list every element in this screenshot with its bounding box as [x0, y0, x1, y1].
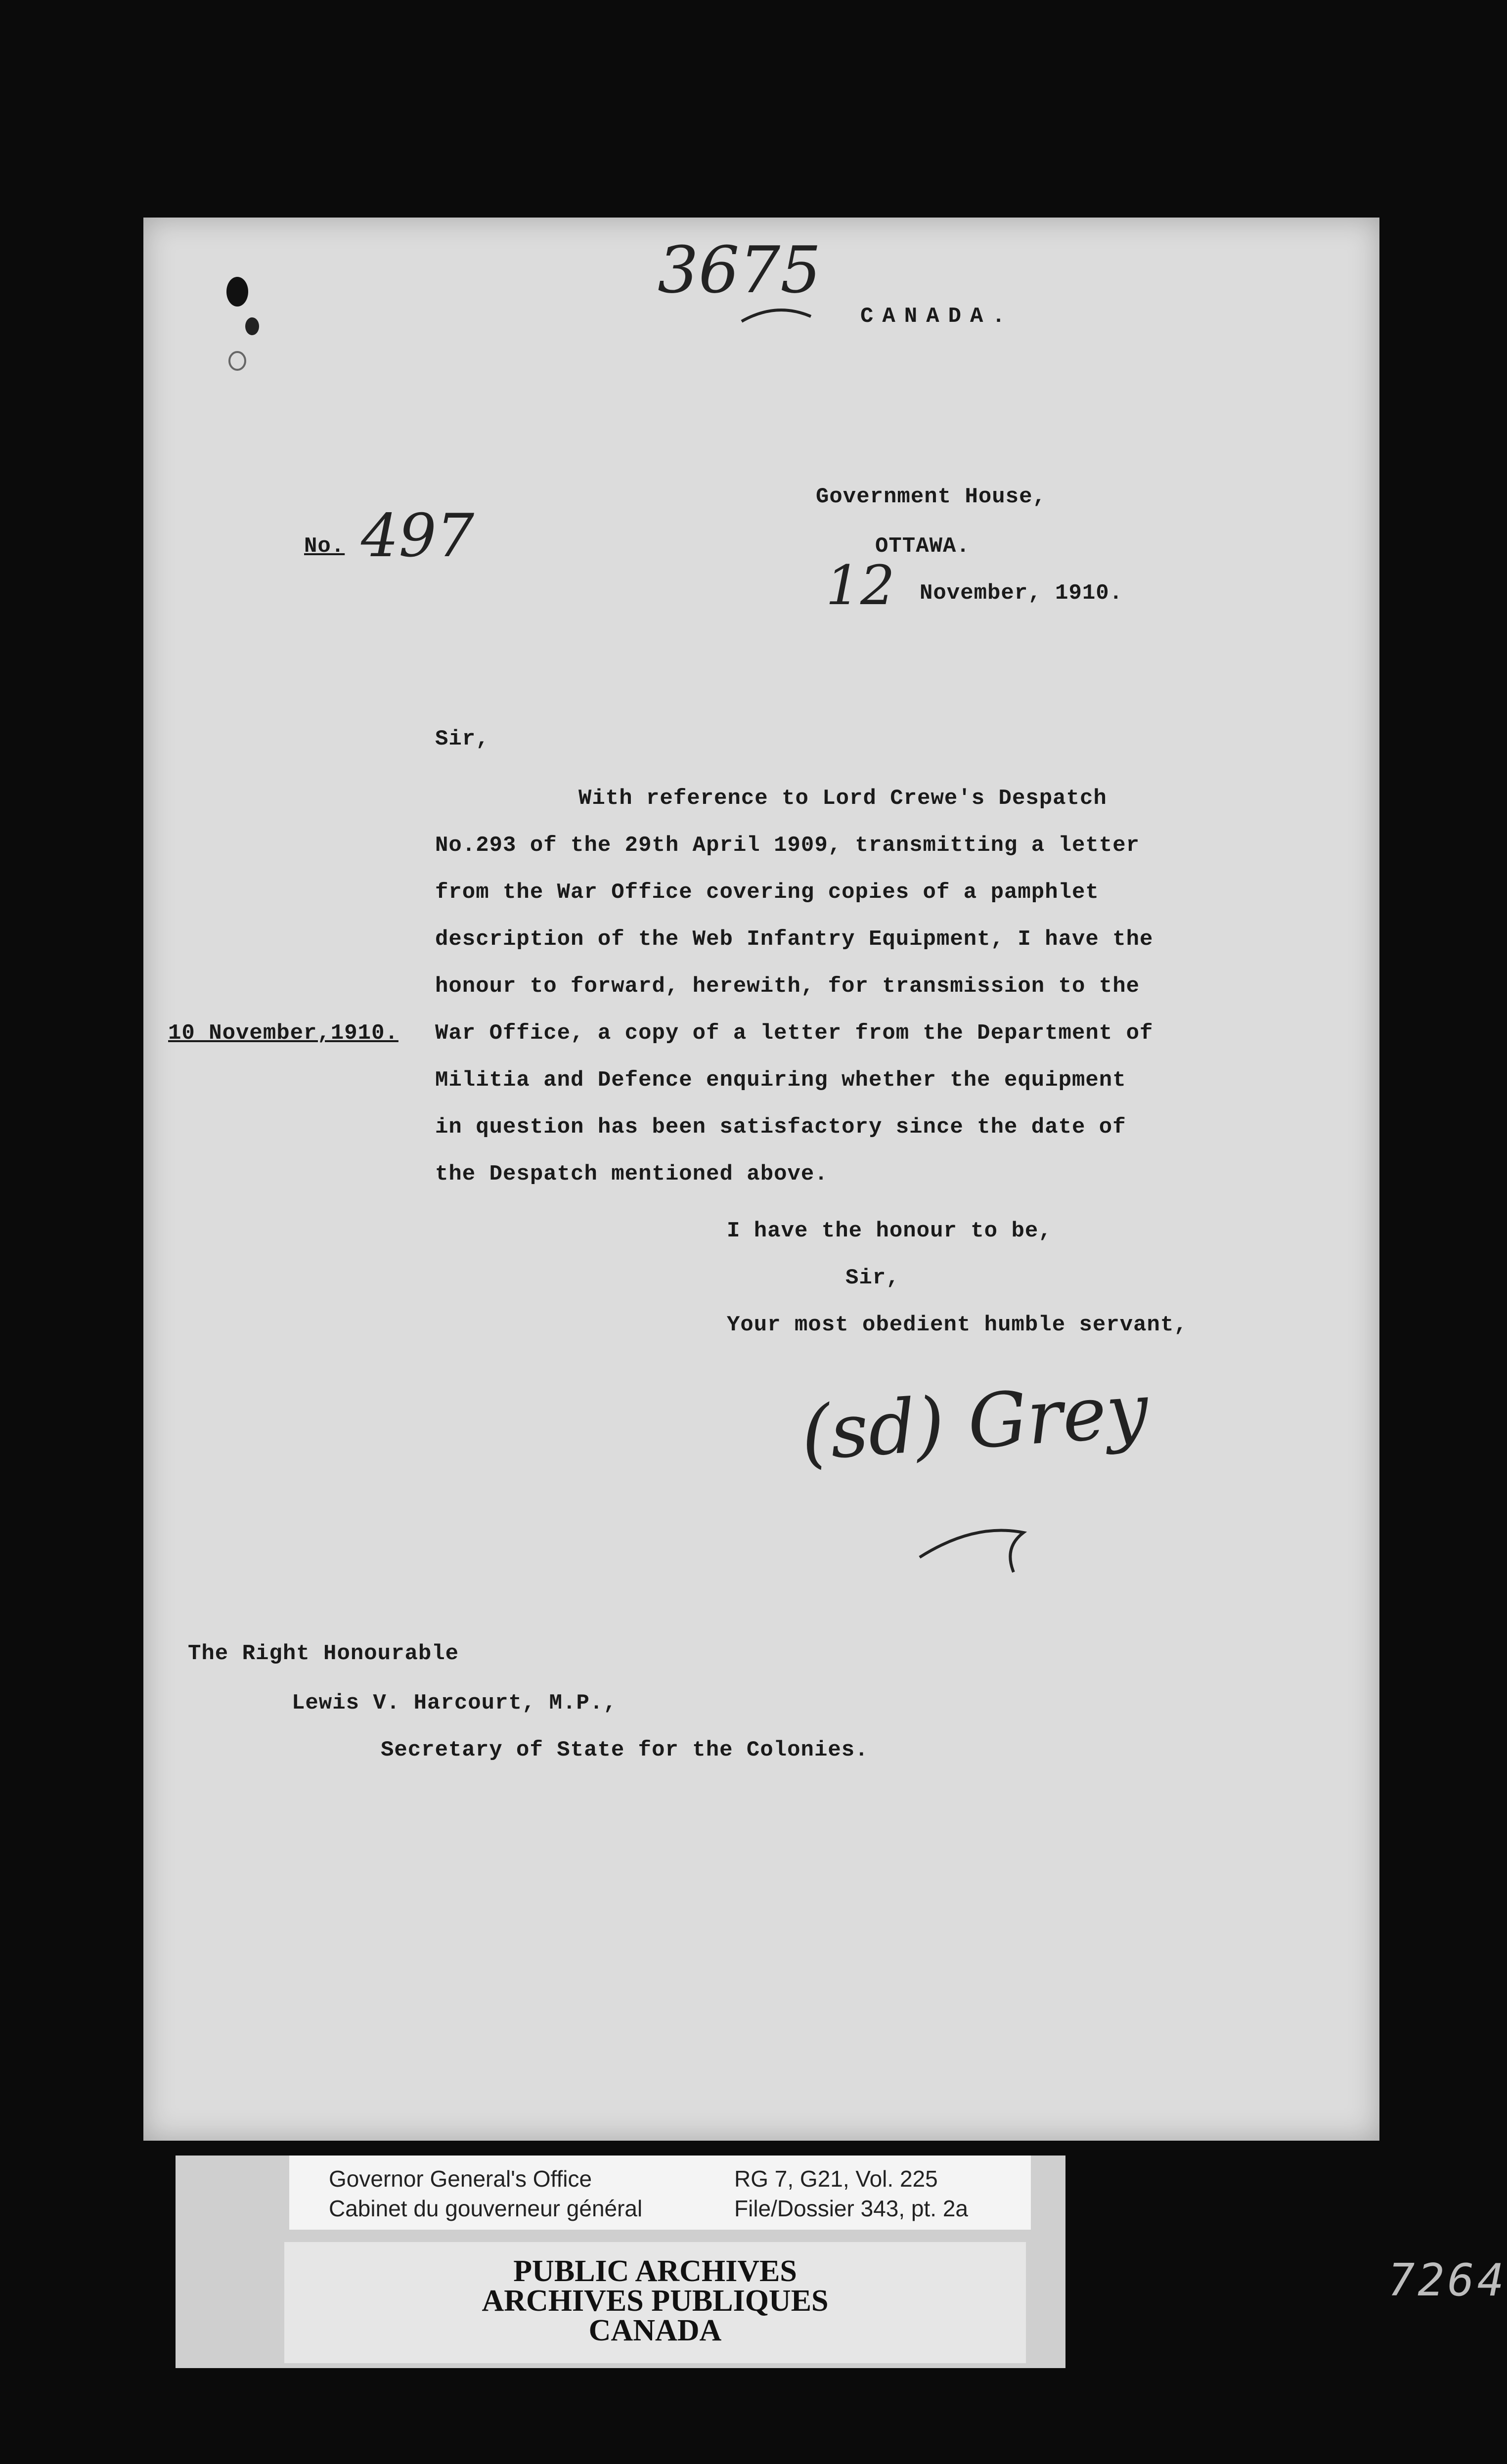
body-line-7: Militia and Defence enquiring whether the equipment: [435, 1068, 1126, 1093]
office-name-en: Governor General's Office: [329, 2166, 592, 2192]
body-line-1: With reference to Lord Crewe's Despatch: [578, 786, 1107, 811]
signature: (sd) Grey: [798, 1367, 1151, 1478]
body-line-3: from the War Office covering copies of a pamphlet: [435, 880, 1099, 905]
salutation: Sir,: [435, 727, 489, 751]
body-line-2: No.293 of the 29th April 1909, transmitting a letter: [435, 833, 1140, 858]
address-line-2: OTTAWA.: [875, 534, 970, 559]
body-line-6: War Office, a copy of a letter from the Department of: [435, 1021, 1153, 1046]
closing-line-2: Sir,: [845, 1266, 900, 1290]
letter-page: [143, 218, 1379, 2141]
archive-stamp-line-2: ARCHIVES PUBLIQUES: [482, 2284, 829, 2318]
date-month-year: November, 1910.: [920, 581, 1123, 606]
margin-date-note: 10 November,1910.: [168, 1021, 399, 1046]
closing-line-1: I have the honour to be,: [727, 1219, 1052, 1243]
office-name-fr: Cabinet du gouverneur général: [329, 2196, 643, 2221]
addressee-line-2: Lewis V. Harcourt, M.P.,: [292, 1691, 617, 1716]
archive-strip: [176, 2156, 1065, 2368]
country-heading: CANADA.: [860, 304, 1014, 329]
punch-hole-mark: [218, 272, 277, 371]
closing-line-3: Your most obedient humble servant,: [727, 1313, 1188, 1337]
addressee-line-3: Secretary of State for the Colonies.: [381, 1738, 869, 1762]
address-line-1: Government House,: [816, 484, 1046, 509]
file-number-underline: [737, 302, 836, 341]
date-day: 12: [826, 554, 895, 617]
record-group-ref: RG 7, G21, Vol. 225: [734, 2166, 938, 2192]
file-number: 3675: [658, 232, 821, 308]
body-line-4: description of the Web Infantry Equipment, I have the: [435, 927, 1153, 952]
archive-stamp: [284, 2242, 1026, 2363]
microfilm-frame-number: 7264: [1388, 2254, 1507, 2306]
archive-stamp-line-3: CANADA: [588, 2314, 722, 2347]
signature-flourish: [915, 1513, 1043, 1587]
despatch-number-label: No.: [304, 534, 345, 559]
addressee-line-1: The Right Honourable: [188, 1641, 459, 1666]
despatch-number: 497: [361, 502, 475, 571]
body-line-9: the Despatch mentioned above.: [435, 1162, 828, 1187]
file-ref: File/Dossier 343, pt. 2a: [734, 2196, 969, 2221]
body-line-5: honour to forward, herewith, for transmission to the: [435, 974, 1140, 999]
body-line-8: in question has been satisfactory since the date of: [435, 1115, 1126, 1140]
archive-reference-label: [289, 2156, 1031, 2230]
archive-stamp-line-1: PUBLIC ARCHIVES: [513, 2254, 797, 2288]
